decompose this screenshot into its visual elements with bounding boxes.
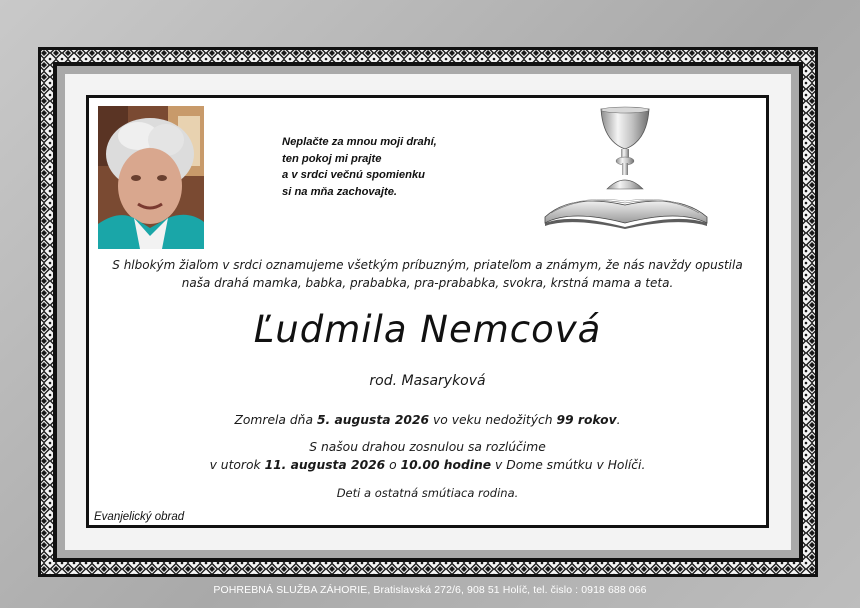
family-signature: Deti a ostatná smútiaca rodina. bbox=[336, 486, 519, 500]
poem-line: ten pokoj mi prajte bbox=[282, 152, 382, 165]
poem bbox=[282, 134, 502, 200]
poem-line: a v srdci večnú spomienku bbox=[282, 169, 426, 181]
death-suffix: . bbox=[616, 413, 621, 427]
funeral-at: o bbox=[389, 458, 397, 472]
poem-line: Neplačte za mnou moji drahí, bbox=[282, 136, 437, 148]
chalice-and-bible-icon bbox=[541, 105, 711, 229]
rite-label: Evanjelický obrad bbox=[94, 511, 185, 523]
funeral-day: v utorok bbox=[209, 458, 261, 472]
funeral-time: 10.00 hodine bbox=[400, 458, 492, 472]
deceased-name: Ľudmila Nemcová bbox=[253, 308, 602, 351]
obituary-card bbox=[38, 47, 818, 577]
death-info bbox=[86, 413, 769, 427]
death-prefix: Zomrela dňa bbox=[234, 413, 314, 427]
death-date: 5. augusta 2026 bbox=[316, 413, 430, 427]
funeral-place: v Dome smútku v Holíči. bbox=[495, 458, 646, 472]
portrait-photo bbox=[98, 106, 204, 249]
footer-contact: POHREBNÁ SLUŽBA ZÁHORIE, Bratislavská 272/6, 908 51 Holíč, tel. čislo : 0918 688 066 bbox=[213, 584, 647, 596]
age: 99 rokov bbox=[556, 413, 617, 427]
maiden-name: rod. Masaryková bbox=[369, 373, 486, 389]
announcement-relations: naša drahá mamka, babka, prababka, pra-prababka, svokra, krstná mama a teta. bbox=[181, 276, 674, 290]
announcement-line: S hlbokým žiaľom v srdci oznamujeme všetkým príbuzným, priateľom a známym, že nás navždy opustila bbox=[112, 258, 743, 272]
funeral-date: 11. augusta 2026 bbox=[264, 458, 386, 472]
age-prefix: vo veku nedožitých bbox=[432, 413, 553, 427]
funeral-intro: S našou drahou zosnulou sa rozlúčime bbox=[309, 440, 546, 454]
funeral-info bbox=[86, 458, 769, 472]
poem-line: si na mňa zachovajte. bbox=[282, 185, 398, 198]
